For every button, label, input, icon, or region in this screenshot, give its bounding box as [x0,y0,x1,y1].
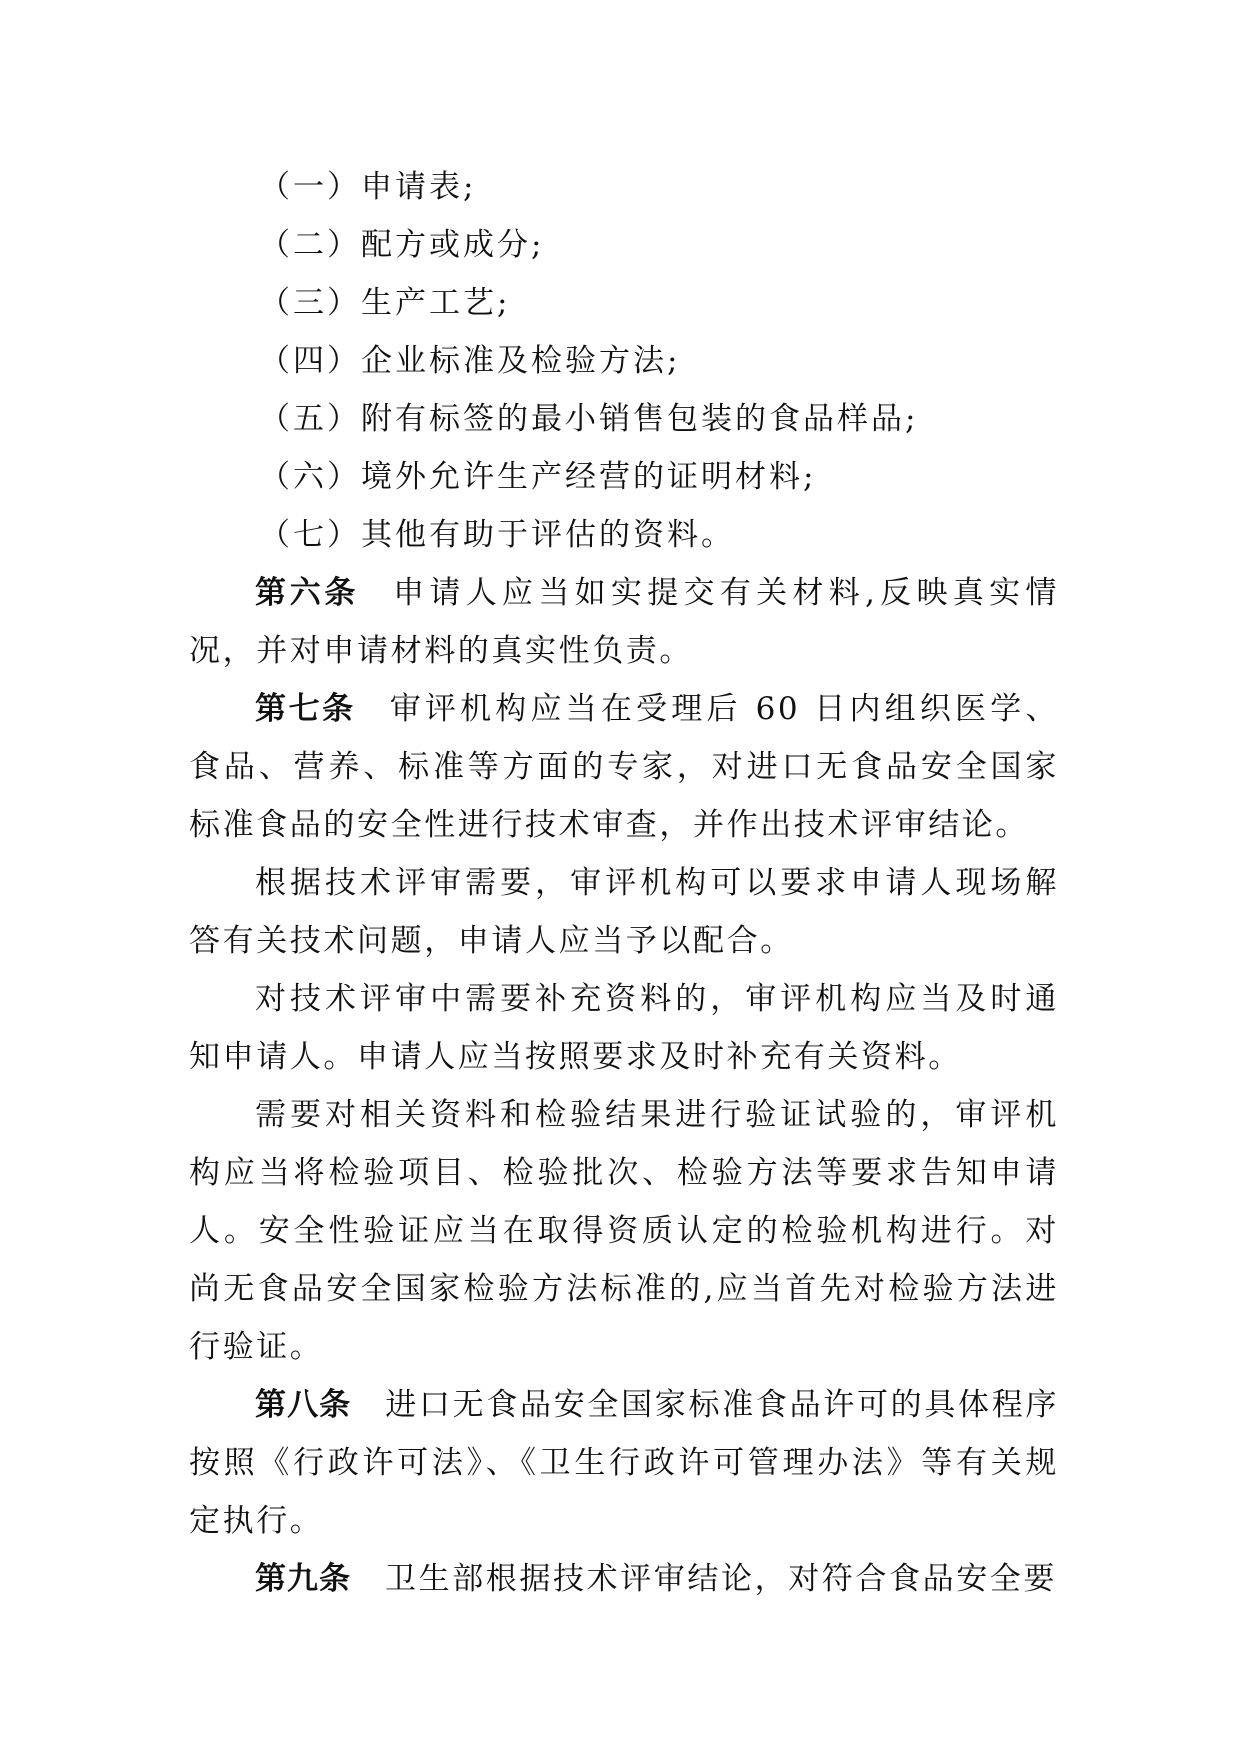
article-7-text: 审评机构应当在受理后 60 日内组织医学、食品、营养、标准等方面的专家，对进口无食品安全国家标准食品的安全性进行技术审查，并作出技术评审结论。 [189,691,1059,843]
article-6-number: 第六条 [255,575,360,611]
article-7-number: 第七条 [255,691,356,727]
article-7-paragraph-2: 根据技术评审需要，审评机构可以要求申请人现场解答有关技术问题，申请人应当予以配合。 [189,865,1059,959]
article-6-text: 申请人应当如实提交有关材料,反映真实情况，并对申请材料的真实性负责。 [189,575,1059,669]
article-8 [189,1376,1059,1550]
list-item: （六）境外允许生产经营的证明材料; [259,459,817,495]
article-9-number: 第九条 [255,1561,351,1597]
article-6 [189,564,1059,680]
document-page [189,158,1059,1608]
article-7-paragraph-3: 对技术评审中需要补充资料的，审评机构应当及时通知申请人。申请人应当按照要求及时补充有关资料。 [189,981,1059,1075]
article-8-number: 第八条 [255,1387,352,1423]
list-item: （三）生产工艺; [259,285,511,321]
article-9-text: 卫生部根据技术评审结论，对符合食品安全要 [385,1561,1057,1597]
list-item: （一）申请表; [259,169,477,205]
article-8-text: 进口无食品安全国家标准食品许可的具体程序按照《行政许可法》、《卫生行政许可管理办法》等有关规定执行。 [189,1387,1060,1539]
list-item: （五）附有标签的最小销售包装的食品样品; [259,401,919,437]
article-7 [189,680,1059,854]
list-item: （四）企业标准及检验方法; [259,343,681,379]
article-9 [189,1550,1059,1608]
list-item: （七）其他有助于评估的资料。 [259,517,735,553]
article-7-paragraph-4: 需要对相关资料和检验结果进行验证试验的，审评机构应当将检验项目、检验批次、检验方法等要求告知申请人。安全性验证应当在取得资质认定的检验机构进行。对尚无食品安全国家检验方法标准的,应当首先对检验方法进行验证。 [189,1097,1059,1365]
list-item: （二）配方或成分; [259,227,545,263]
